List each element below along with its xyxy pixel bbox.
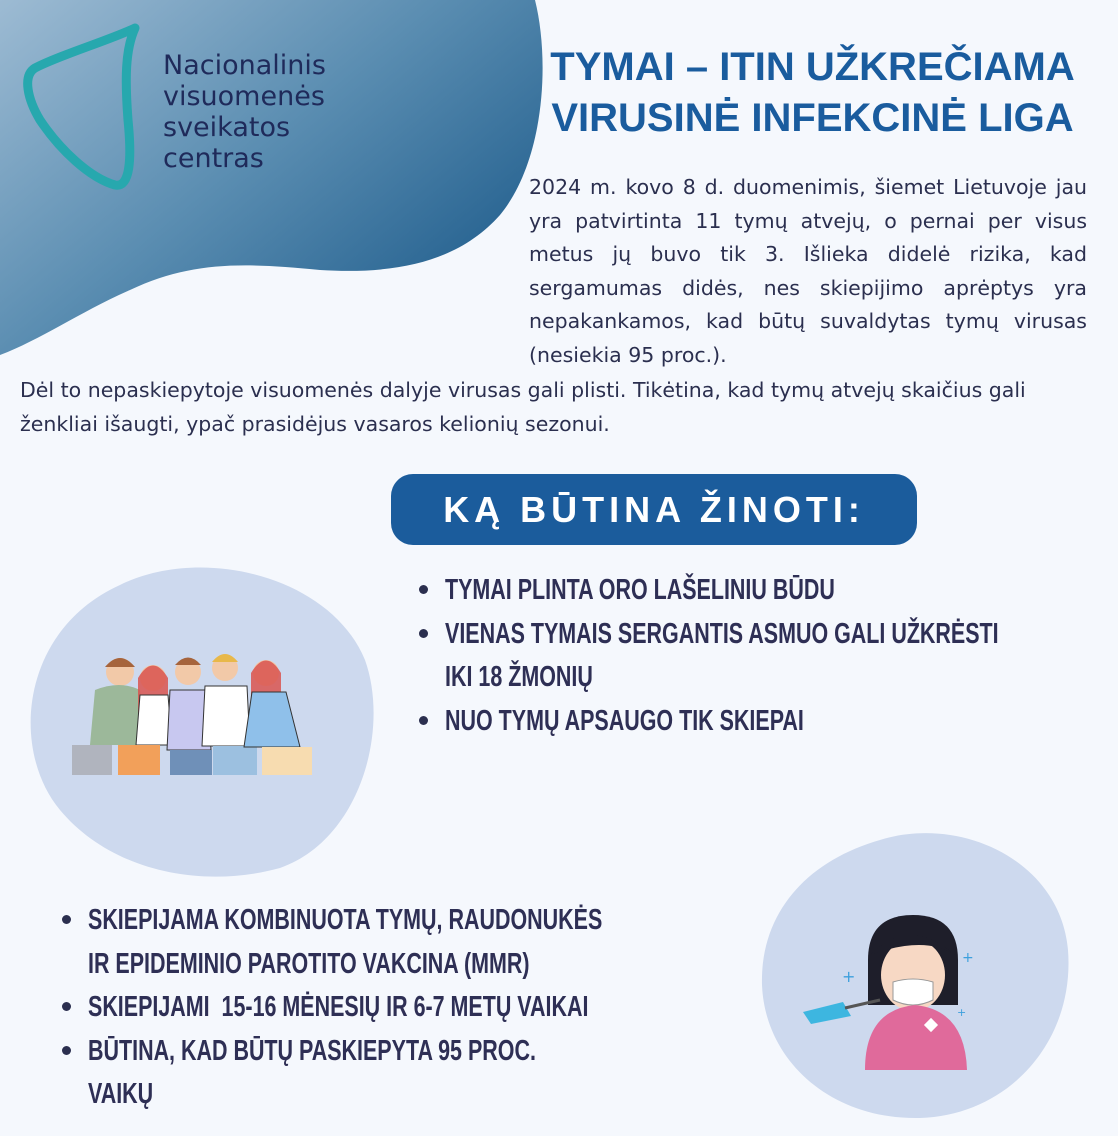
logo-line: visuomenės — [163, 81, 325, 112]
bullet-icon — [419, 585, 428, 594]
list-item: SKIEPIJAMA KOMBINUOTA TYMŲ, RAUDONUKĖS — [88, 903, 783, 947]
list-item: NUO TYMŲ APSAUGO TIK SKIEPAI — [445, 704, 1118, 748]
bullet-icon — [62, 915, 71, 924]
bullet-icon — [62, 1046, 71, 1055]
bullet-icon — [419, 629, 428, 638]
logo-line: centras — [163, 143, 264, 174]
people-illustration — [72, 654, 312, 776]
list-item: BŪTINA, KAD BŪTŲ PASKIEPYTA 95 PROC. — [88, 1034, 783, 1078]
vaccination-list — [88, 903, 783, 1121]
title-line-1: TYMAI – ITIN UŽKREČIAMA — [550, 45, 1075, 89]
list-item-continuation: VAIKŲ — [88, 1078, 154, 1110]
list-item: SKIEPIJAMI 15-16 MĖNESIŲ IR 6-7 METŲ VAIKAI — [88, 990, 783, 1034]
list-item: TYMAI PLINTA ORO LAŠELINIU BŪDU — [445, 573, 1118, 617]
list-item: VIENAS TYMAIS SERGANTIS ASMUO GALI UŽKRĖSTI — [445, 617, 1118, 661]
second-paragraph: Dėl to nepaskiepytoje visuomenės dalyje virusas gali plisti. Tikėtina, kad tymų atvejų skaičius gali ženkliai išaugti, ypač prasidėjus vasaros kelionių sezonui. — [20, 378, 1026, 436]
logo-line: Nacionalinis — [163, 50, 326, 81]
facts-list — [445, 573, 1118, 747]
svg-text:+: + — [962, 950, 974, 966]
page-title — [540, 42, 1085, 144]
svg-text:+: + — [957, 1006, 967, 1019]
list-item-continuation: IR EPIDEMINIO PAROTITO VAKCINA (MMR) — [88, 947, 530, 980]
bullet-icon — [419, 716, 428, 725]
logo-line: sveikatos — [163, 112, 291, 143]
bullet-icon — [62, 1002, 71, 1011]
intro-paragraph: 2024 m. kovo 8 d. duomenimis, šiemet Lietuvoje jau yra patvirtinta 11 tymų atvejų, o pernai per visus metus jų buvo tik 3. Išlieka didelė rizika, kad sergamumas didės, nes skiepijimo aprėptys yra nepakankamos, kad būtų suvaldytas tymų virusas (nesiekia 95 proc.). — [529, 175, 1087, 367]
list-item-continuation: IKI 18 ŽMONIŲ — [445, 661, 593, 693]
title-line-2: VIRUSINĖ INFEKCINĖ LIGA — [551, 96, 1074, 140]
section-badge: KĄ BŪTINA ŽINOTI: — [391, 474, 917, 545]
logo-text — [163, 50, 326, 174]
svg-text:+: + — [842, 967, 856, 986]
